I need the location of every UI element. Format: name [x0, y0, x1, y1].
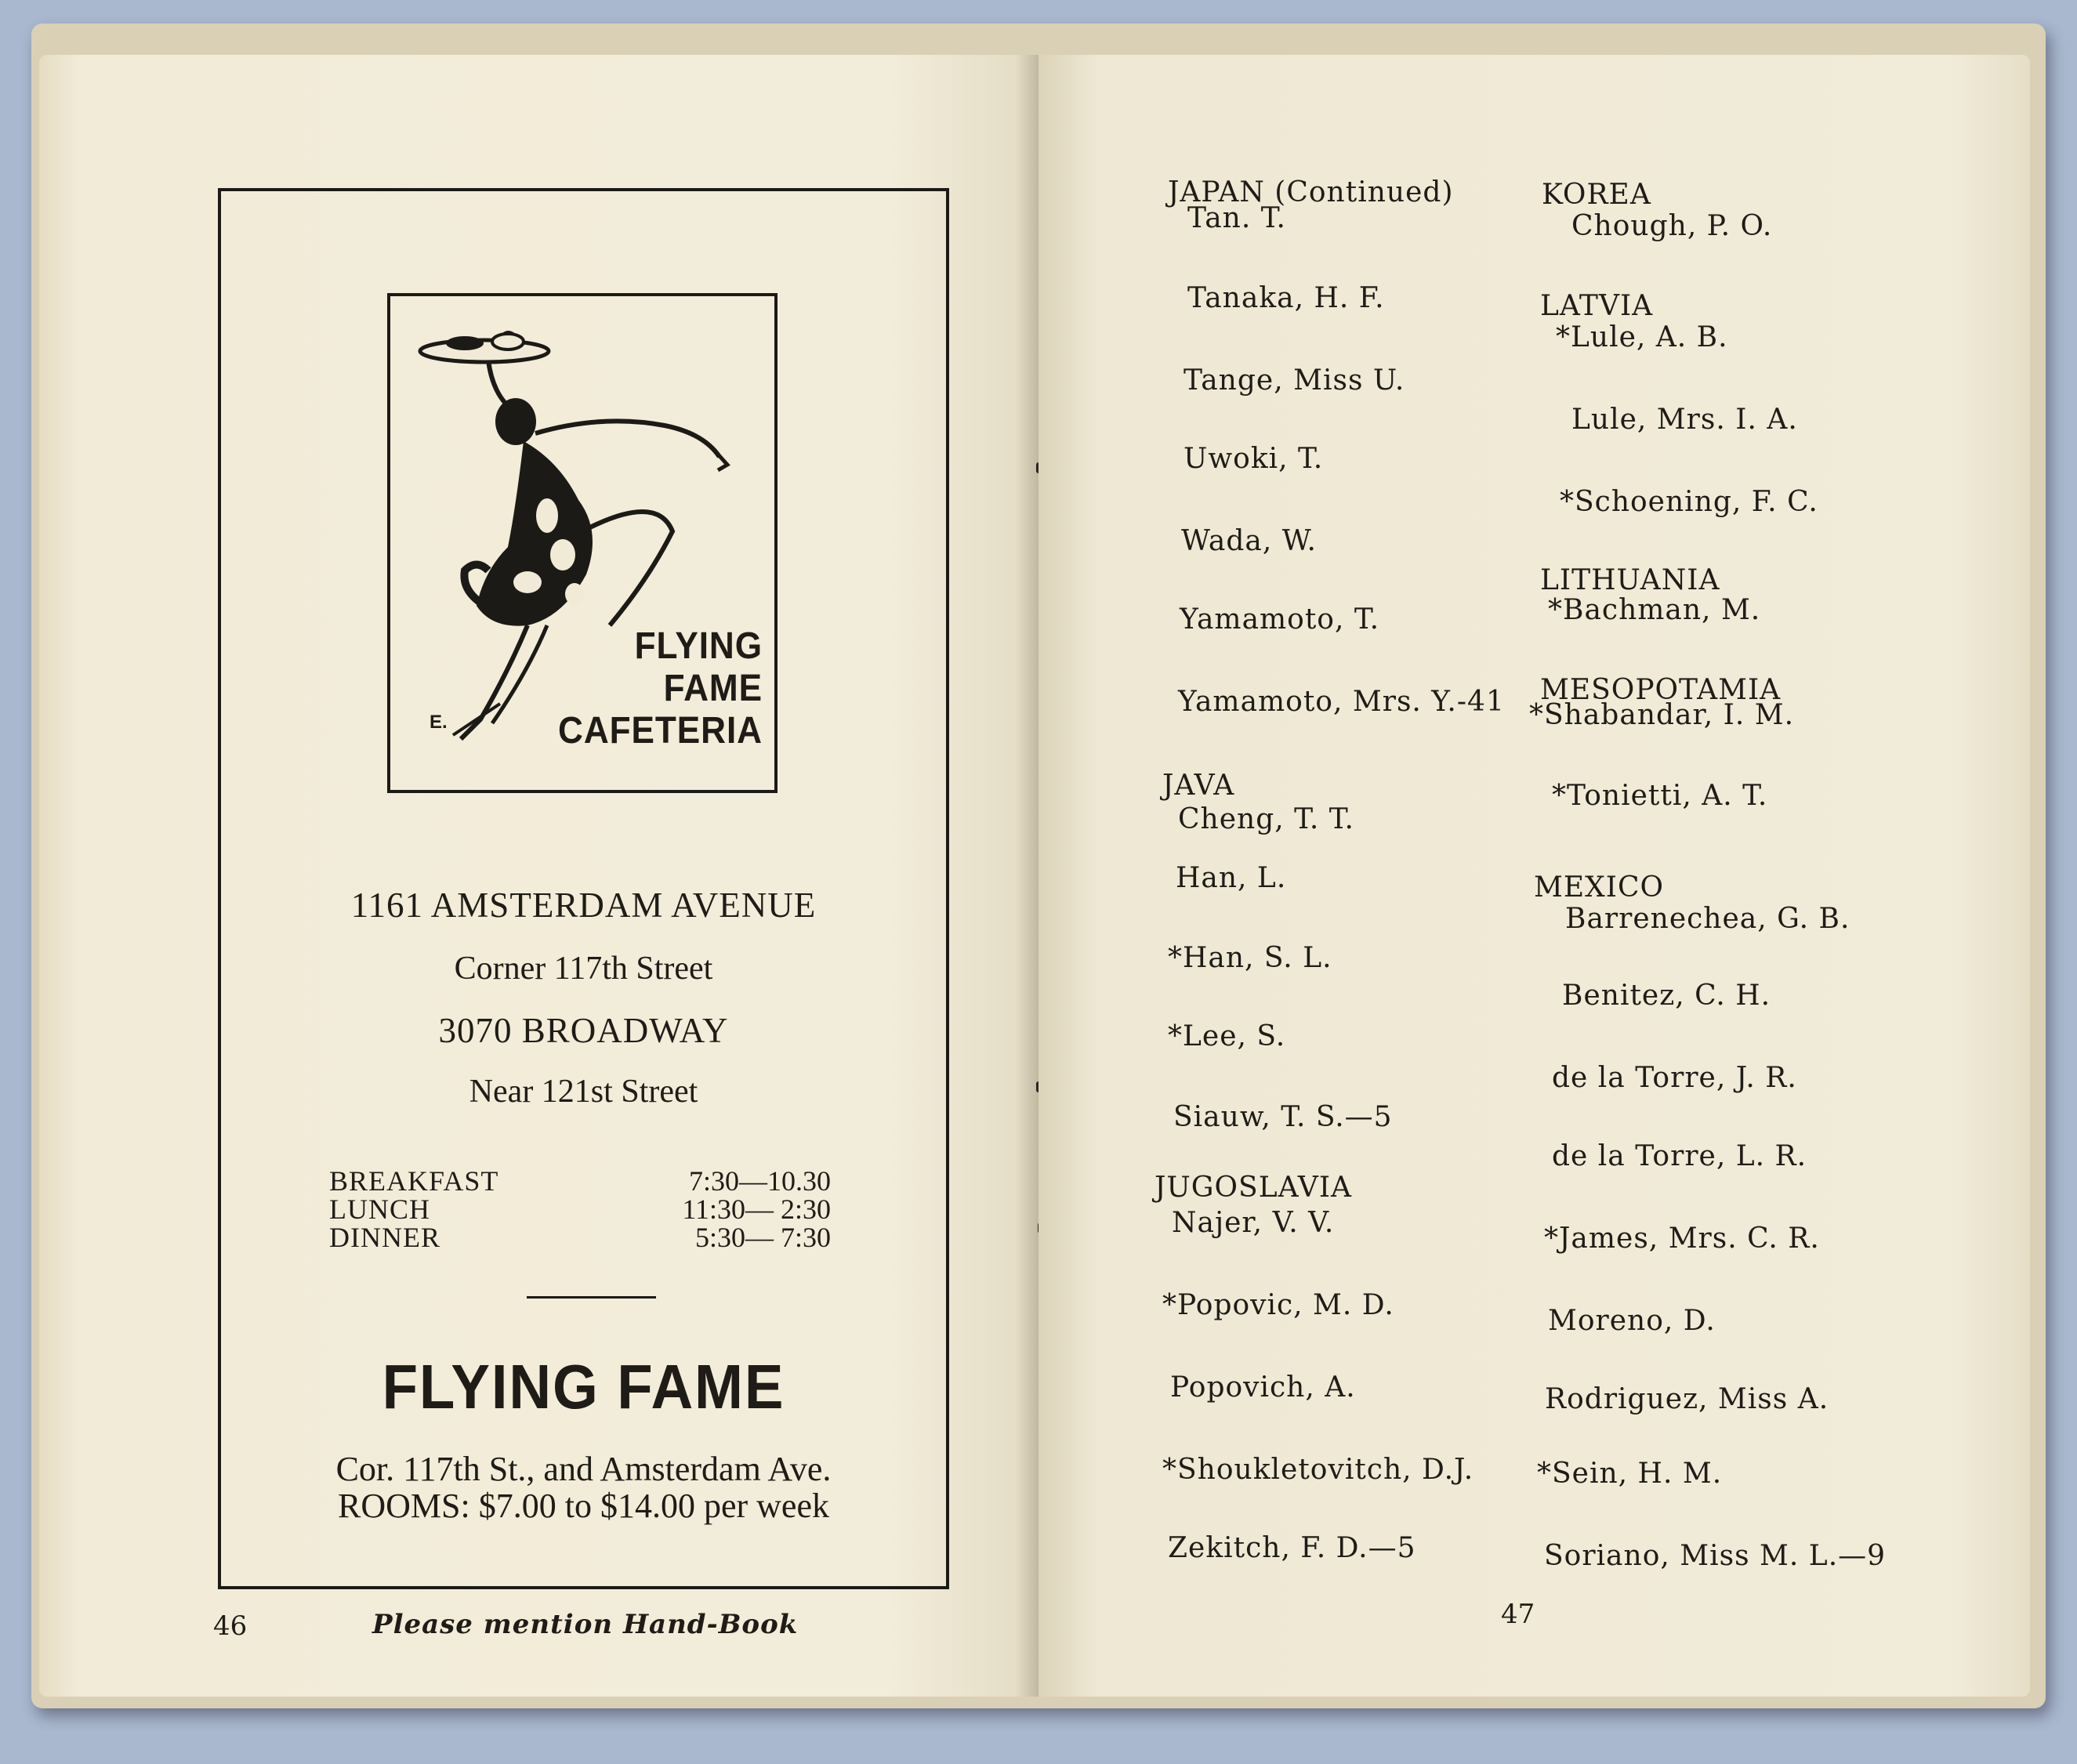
left-page	[39, 55, 1038, 1697]
directory-entry: Lule, Mrs. I. A.	[1571, 404, 1798, 436]
directory-entry: Benitez, C. H.	[1562, 980, 1771, 1012]
logo-line-1: FLYING	[634, 625, 763, 667]
footer-note: Please mention Hand-Book	[372, 1609, 799, 1640]
directory-entry: *Lee, S.	[1168, 1020, 1286, 1052]
heading-mesopotamia: MESOPOTAMIA	[1540, 674, 1782, 706]
rooms-price: ROOMS: $7.00 to $14.00 per week	[338, 1487, 829, 1525]
address-amsterdam-corner: Corner 117th Street	[454, 951, 713, 987]
directory-entry: Han, L.	[1176, 862, 1287, 894]
directory-entry: Cheng, T. T.	[1178, 803, 1354, 835]
directory-entry: Wada, W.	[1181, 525, 1317, 557]
directory-entry: Barrenechea, G. B.	[1565, 903, 1850, 935]
directory-entry: Tange, Miss U.	[1183, 364, 1405, 397]
directory-entry: *Han, S. L.	[1168, 942, 1332, 974]
page-number-left: 46	[213, 1610, 248, 1642]
directory-entry: *Sein, H. M.	[1537, 1458, 1723, 1490]
directory-entry: *James, Mrs. C. R.	[1544, 1222, 1820, 1255]
directory-entry: Najer, V. V.	[1172, 1207, 1335, 1239]
right-page	[1038, 55, 2030, 1697]
address-amsterdam: 1161 AMSTERDAM AVENUE	[350, 886, 817, 925]
meal-time: 5:30— 7:30	[694, 1222, 831, 1253]
directory-entry: *Shabandar, I. M.	[1529, 699, 1795, 731]
directory-entry: Uwoki, T.	[1183, 443, 1324, 475]
meal-name: BREAKFAST	[329, 1165, 499, 1197]
meal-hours	[329, 1167, 831, 1251]
divider	[527, 1296, 656, 1299]
heading-mexico: MEXICO	[1534, 871, 1665, 904]
cafeteria-logo	[387, 293, 778, 793]
heading-latvia: LATVIA	[1540, 290, 1654, 322]
meal-name: LUNCH	[329, 1194, 430, 1225]
directory-entry: de la Torre, L. R.	[1552, 1140, 1807, 1172]
directory-entry: *Lule, A. B.	[1556, 321, 1728, 353]
advertisement-frame	[218, 188, 949, 1589]
logo-line-2: FAME	[663, 668, 763, 709]
directory-entry: *Schoening, F. C.	[1560, 486, 1818, 518]
heading-japan: JAPAN (Continued)	[1168, 176, 1454, 208]
directory-entry: Tan. T.	[1187, 202, 1286, 234]
open-book	[31, 24, 2046, 1708]
directory-entry: *Bachman, M.	[1548, 594, 1761, 626]
meal-name: DINNER	[329, 1222, 440, 1253]
logo-line-3: CAFETERIA	[558, 710, 763, 752]
directory-entry: *Shoukletovitch, D.J.	[1162, 1454, 1474, 1486]
logo-mark: E.	[430, 712, 448, 733]
directory-entry: Popovich, A.	[1170, 1371, 1356, 1404]
heading-java: JAVA	[1162, 770, 1235, 802]
directory-entry: Moreno, D.	[1548, 1305, 1716, 1337]
heading-jugoslavia: JUGOSLAVIA	[1154, 1172, 1353, 1204]
logo-wordmark	[510, 625, 763, 752]
directory-entry: Rodriguez, Miss A.	[1545, 1383, 1829, 1415]
directory-entry: Siauw, T. S.—5	[1173, 1101, 1393, 1133]
meal-time: 11:30— 2:30	[682, 1194, 831, 1225]
address-broadway: 3070 BROADWAY	[438, 1011, 729, 1050]
hours-row	[329, 1223, 831, 1251]
directory-entry: Tanaka, H. F.	[1187, 282, 1385, 314]
heading-korea: KOREA	[1542, 179, 1651, 211]
page-number-right: 47	[1501, 1599, 1535, 1630]
meal-time: 7:30—10.30	[688, 1165, 831, 1197]
business-name: FLYING FAME	[382, 1352, 785, 1422]
directory-entry: Zekitch, F. D.—5	[1168, 1532, 1416, 1564]
directory-entry: Yamamoto, Mrs. Y.-41	[1178, 686, 1505, 718]
heading-lithuania: LITHUANIA	[1540, 564, 1720, 596]
address-broadway-near: Near 121st Street	[469, 1074, 698, 1110]
directory-entry: Yamamoto, T.	[1180, 603, 1380, 636]
hours-row	[329, 1167, 831, 1195]
business-location: Cor. 117th St., and Amsterdam Ave.	[335, 1450, 832, 1488]
directory-entry: Chough, P. O.	[1571, 210, 1773, 242]
directory-entry: Soriano, Miss M. L.—9	[1544, 1540, 1887, 1572]
directory-entry: de la Torre, J. R.	[1552, 1062, 1797, 1094]
directory-entry: *Tonietti, A. T.	[1552, 780, 1768, 812]
hours-row	[329, 1195, 831, 1223]
directory-entry: *Popovic, M. D.	[1162, 1289, 1394, 1321]
